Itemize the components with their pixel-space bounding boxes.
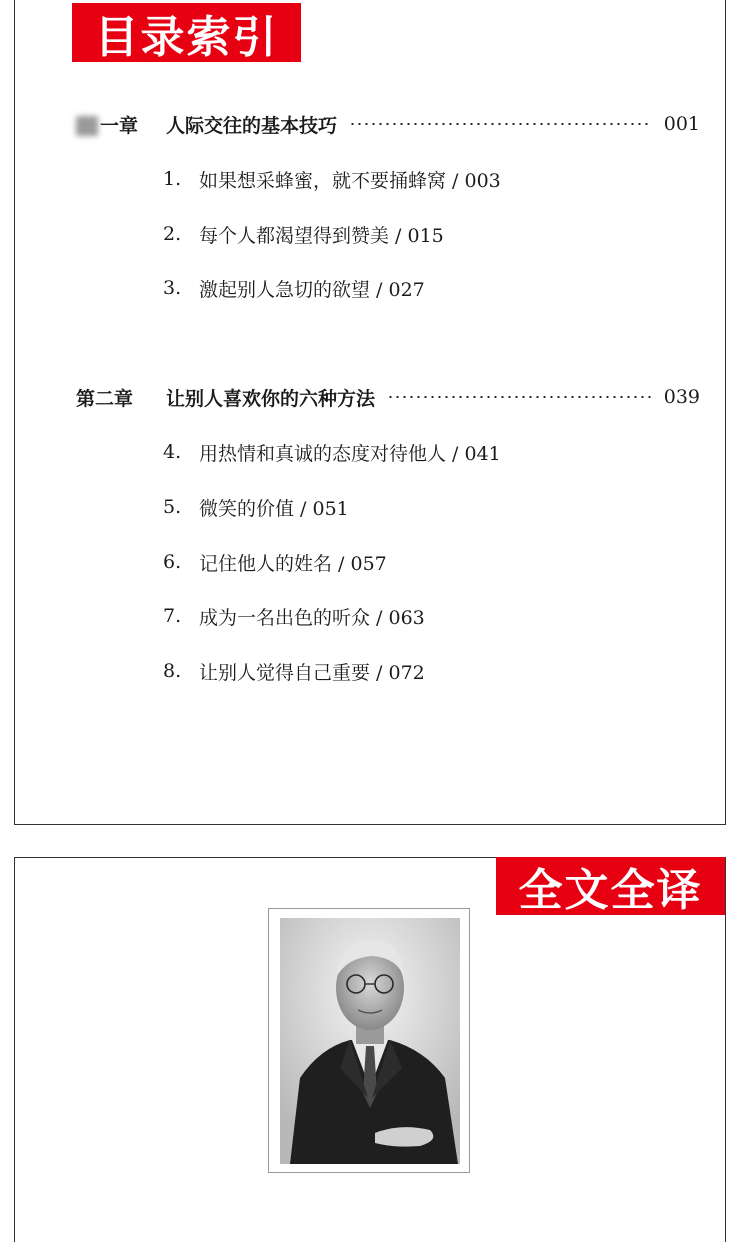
chapter-number: 一章: [76, 111, 166, 138]
chapter-heading: [76, 109, 700, 139]
toc-entry: [163, 219, 444, 249]
entry-text: 微笑的价值 / 051: [199, 497, 349, 520]
chapter-page: 001: [663, 113, 700, 135]
toc-entry: [163, 164, 501, 194]
toc-entry: [163, 656, 425, 686]
chapter-title: 让别人喜欢你的六种方法: [166, 387, 376, 410]
entry-text: 记住他人的姓名 / 057: [199, 552, 387, 575]
toc-entry: [163, 601, 425, 631]
entry-index: 4.: [163, 441, 182, 463]
chapter-title: 人际交往的基本技巧: [166, 114, 338, 137]
entry-text: 激起别人急切的欲望 / 027: [199, 278, 425, 301]
author-portrait: [280, 918, 460, 1164]
leader-dots: [387, 396, 652, 398]
leader-dots: [349, 123, 652, 125]
entry-index: 1.: [163, 168, 182, 190]
entry-index: 6.: [163, 551, 182, 573]
entry-index: 5.: [163, 496, 182, 518]
entry-index: 8.: [163, 660, 182, 682]
entry-text: 如果想采蜂蜜，就不要捅蜂窝 / 003: [199, 169, 501, 192]
portrait-illustration: [280, 918, 460, 1164]
entry-text: 每个人都渴望得到赞美 / 015: [199, 224, 444, 247]
entry-index: 3.: [163, 277, 182, 299]
toc-entry: [163, 273, 425, 303]
chapter-number: 第二章: [76, 387, 134, 410]
translation-banner: 全文全译: [496, 857, 725, 915]
entry-text: 成为一名出色的听众 / 063: [199, 606, 425, 629]
chapter-page: 039: [663, 386, 700, 408]
entry-text: 让别人觉得自己重要 / 072: [199, 661, 425, 684]
blur-mask: [76, 116, 98, 136]
chapter-heading: [76, 382, 700, 412]
toc-entry: [163, 492, 349, 522]
toc-entry: [163, 547, 387, 577]
toc-banner: 目录索引: [72, 3, 301, 62]
toc-entry: [163, 437, 501, 467]
entry-index: 2.: [163, 223, 182, 245]
entry-index: 7.: [163, 605, 182, 627]
entry-text: 用热情和真诚的态度对待他人 / 041: [199, 442, 501, 465]
